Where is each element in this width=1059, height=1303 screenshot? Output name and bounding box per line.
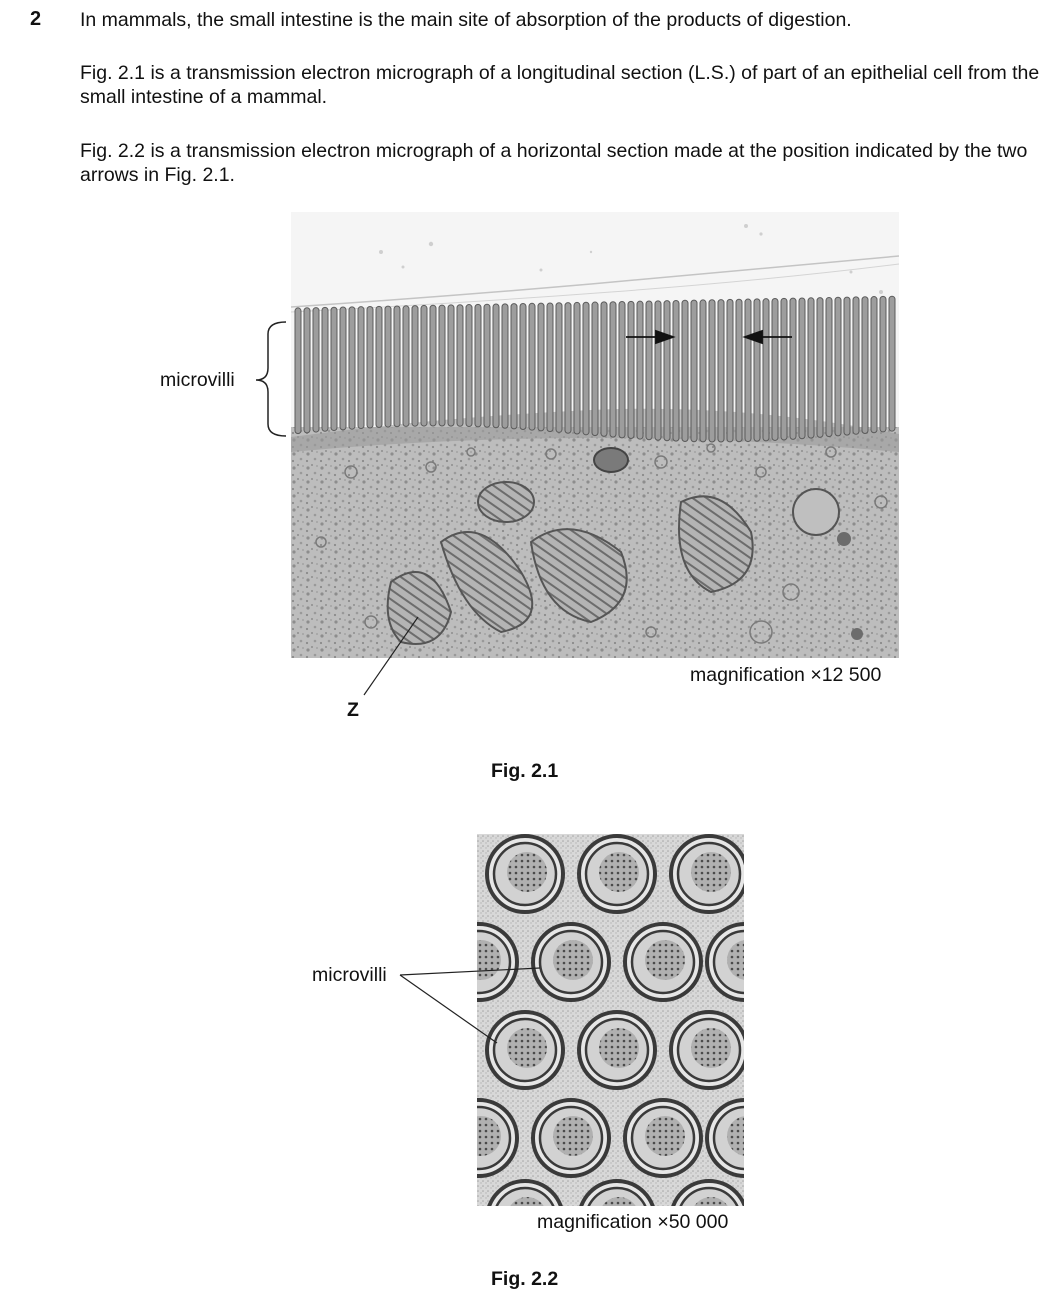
fig2-caption: Fig. 2.2 — [491, 1268, 559, 1290]
microvilli-leader-line-1 — [400, 968, 540, 975]
intro-paragraph: In mammals, the small intestine is the main site of absorption of the products of digestion. — [80, 9, 852, 31]
fig1-microvilli-label: microvilli — [160, 369, 235, 391]
z-leader-line — [364, 617, 418, 695]
fig1-description-paragraph: Fig. 2.1 is a transmission electron micrograph of a longitudinal section (L.S.) of part of an epithelial cell from the small intestine of a mammal. — [80, 62, 1040, 108]
arrow-left-icon — [745, 331, 792, 343]
microvilli-brace — [256, 322, 286, 436]
fig2-description-paragraph: Fig. 2.2 is a transmission electron micrograph of a horizontal section made at the position indicated by the two arrows in Fig. 2.1. — [80, 140, 1028, 186]
fig1-z-label: Z — [347, 699, 359, 721]
microvilli-leader-line-2 — [400, 975, 497, 1043]
question-number: 2 — [30, 8, 42, 30]
fig1-magnification: magnification ×12 500 — [690, 664, 882, 686]
arrow-right-icon — [626, 331, 673, 343]
fig2-microvilli-label: microvilli — [312, 964, 387, 986]
fig2-magnification: magnification ×50 000 — [537, 1211, 729, 1233]
fig1-caption: Fig. 2.1 — [491, 760, 559, 782]
